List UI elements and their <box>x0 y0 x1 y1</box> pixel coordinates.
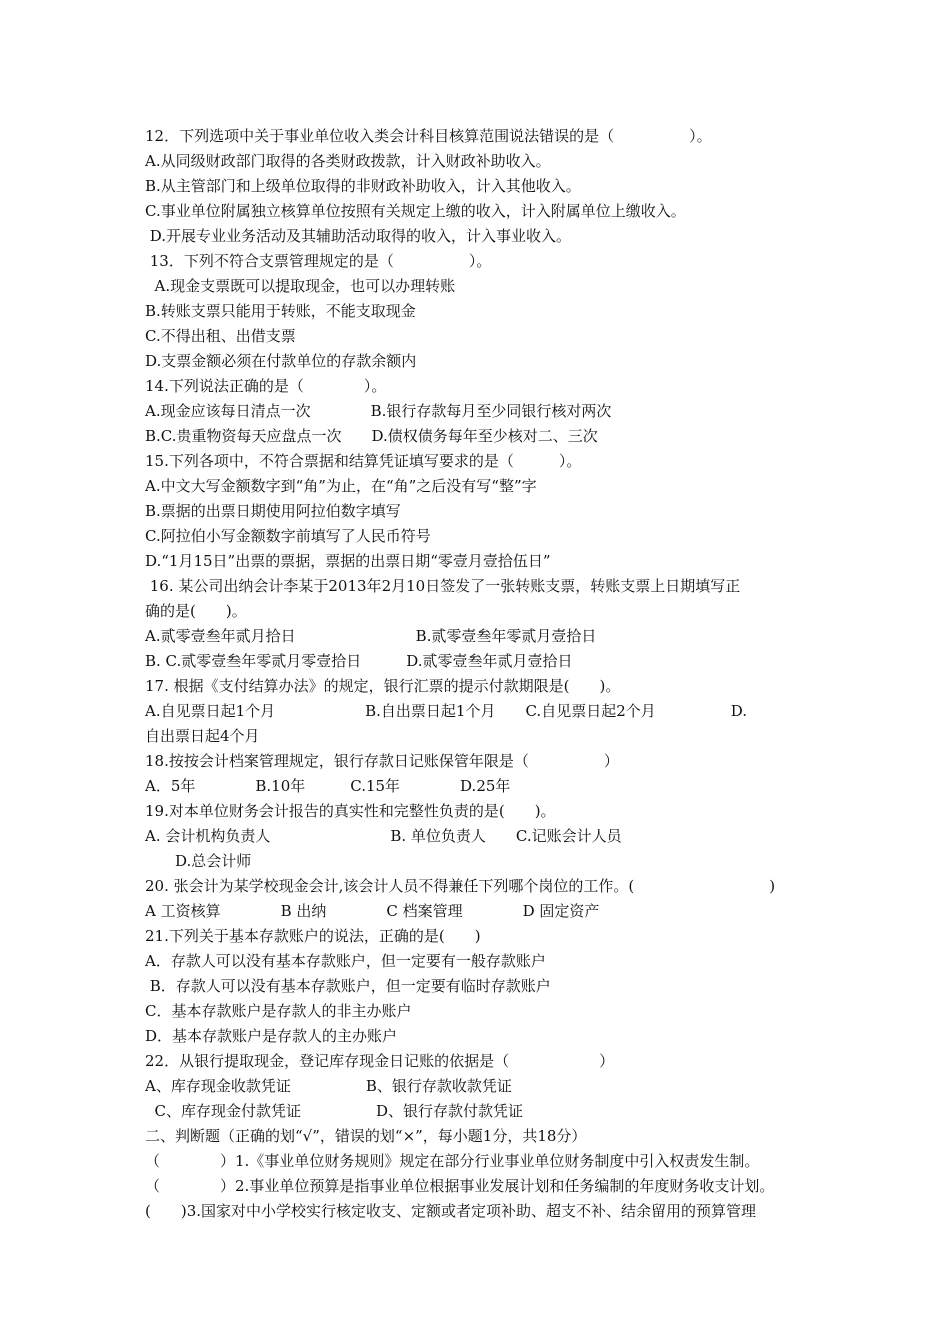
q16-options-ab: A.贰零壹叁年贰月拾日 B.贰零壹叁年零贰月壹拾日 <box>145 627 597 645</box>
q16-stem: 16. 某公司出纳会计李某于2013年2月10日签发了一张转账支票，转账支票上日期填写正 <box>145 577 741 595</box>
q13-stem: 13．下列不符合支票管理规定的是（ ）。 <box>145 252 492 270</box>
q13-option-c: C.不得出租、出借支票 <box>145 327 296 345</box>
q12-stem: 12．下列选项中关于事业单位收入类会计科目核算范围说法错误的是（ ）。 <box>145 127 712 145</box>
q20-stem: 20. 张会计为某学校现金会计,该会计人员不得兼任下列哪个岗位的工作。( ) <box>145 877 776 895</box>
q21-option-a: A．存款人可以没有基本存款账户，但一定要有一般存款账户 <box>145 952 546 970</box>
section-heading: 二、判断题（正确的划“√”，错误的划“×”，每小题1分，共18分） <box>145 1127 587 1145</box>
q12-option-b: B.从主管部门和上级单位取得的非财政补助收入，计入其他收入。 <box>145 177 581 195</box>
tf-item-1: （ ）1.《事业单位财务规则》规定在部分行业事业单位财务制度中引入权责发生制。 <box>145 1152 760 1170</box>
tf-item-3: ( )3.国家对中小学校实行核定收支、定额或者定项补助、超支不补、结余留用的预算管理 <box>145 1202 757 1220</box>
q15-option-d: D.“1月15日”出票的票据，票据的出票日期“零壹月壹拾伍日” <box>145 552 551 570</box>
q22-options-ab: A、库存现金收款凭证 B、银行存款收款凭证 <box>145 1077 512 1095</box>
q18-options: A．5年 B.10年 C.15年 D.25年 <box>145 777 511 795</box>
q14-stem: 14.下列说法正确的是（ ）。 <box>145 377 387 395</box>
q17-options: A.自见票日起1个月 B.自出票日起1个月 C.自见票日起2个月 D. <box>145 702 747 720</box>
q18-stem: 18.按按会计档案管理规定，银行存款日记账保管年限是（ ） <box>145 752 619 770</box>
q19-options: A. 会计机构负责人 B. 单位负责人 C.记账会计人员 <box>145 827 622 845</box>
q15-option-a: A.中文大写金额数字到“角”为止，在“角”之后没有写“整”字 <box>145 477 537 495</box>
q22-stem: 22．从银行提取现金，登记库存现金日记账的依据是（ ） <box>145 1052 615 1070</box>
q21-option-d: D．基本存款账户是存款人的主办账户 <box>145 1027 398 1045</box>
q13-option-a: A.现金支票既可以提取现金，也可以办理转账 <box>145 277 456 295</box>
tf-item-2: （ ）2.事业单位预算是指事业单位根据事业发展计划和任务编制的年度财务收支计划。 <box>145 1177 775 1195</box>
q13-option-d: D.支票金额必须在付款单位的存款余额内 <box>145 352 417 370</box>
q17-options-cont: 自出票日起4个月 <box>145 727 260 745</box>
q21-option-b: B．存款人可以没有基本存款账户，但一定要有临时存款账户 <box>145 977 551 995</box>
q16-options-cd: B. C.贰零壹叁年零贰月零壹拾日 D.贰零壹叁年贰月壹拾日 <box>145 652 573 670</box>
q19-options-cont: D.总会计师 <box>145 852 252 870</box>
q16-stem-cont: 确的是( )。 <box>145 602 247 620</box>
q17-stem: 17. 根据《支付结算办法》的规定，银行汇票的提示付款期限是( )。 <box>145 677 621 695</box>
q22-options-cd: C、库存现金付款凭证 D、银行存款付款凭证 <box>145 1102 524 1120</box>
q19-stem: 19.对本单位财务会计报告的真实性和完整性负责的是( )。 <box>145 802 556 820</box>
q21-option-c: C．基本存款账户是存款人的非主办账户 <box>145 1002 412 1020</box>
q21-stem: 21.下列关于基本存款账户的说法，正确的是( ) <box>145 927 481 945</box>
q20-options: A 工资核算 B 出纳 C 档案管理 D 固定资产 <box>145 902 600 920</box>
q14-options-ab: A.现金应该每日清点一次 B.银行存款每月至少同银行核对两次 <box>145 402 612 420</box>
q12-option-a: A.从同级财政部门取得的各类财政拨款，计入财政补助收入。 <box>145 152 551 170</box>
q15-option-c: C.阿拉伯小写金额数字前填写了人民币符号 <box>145 527 431 545</box>
q12-option-d: D.开展专业业务活动及其辅助活动取得的收入，计入事业收入。 <box>145 227 572 245</box>
q12-option-c: C.事业单位附属独立核算单位按照有关规定上缴的收入，计入附属单位上缴收入。 <box>145 202 686 220</box>
q13-option-b: B.转账支票只能用于转账，不能支取现金 <box>145 302 416 320</box>
q14-options-cd: B.C.贵重物资每天应盘点一次 D.债权债务每年至少核对二、三次 <box>145 427 598 445</box>
q15-option-b: B.票据的出票日期使用阿拉伯数字填写 <box>145 502 401 520</box>
q15-stem: 15.下列各项中，不符合票据和结算凭证填写要求的是（ ）。 <box>145 452 582 470</box>
